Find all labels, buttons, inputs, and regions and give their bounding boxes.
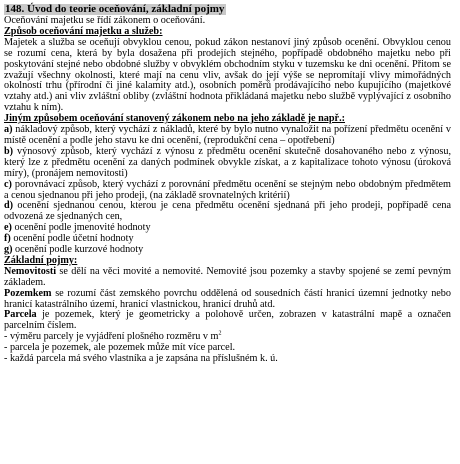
term-name: Nemovitosti — [4, 265, 57, 277]
item-text: ocenění sjednanou cenou, kterou je cena předmětu ocenění sjednaná při jeho prodeji, popřípadě cena odvozená ze sjednaných cen, — [4, 200, 451, 223]
item-letter: g) — [4, 244, 13, 256]
intro-text: Oceňování majetku se řídí zákonem o oceňování. — [4, 15, 206, 26]
method-item — [4, 180, 451, 202]
term-definition — [4, 310, 451, 332]
term-text: je pozemek, který je geometricky a polohově určen, zobrazen v katastrální mapě a označen parcelním číslem. — [4, 309, 451, 332]
method-item — [4, 125, 451, 147]
method-item — [4, 147, 451, 180]
item-letter: b) — [4, 145, 14, 157]
section-heading-basic-terms: Základní pojmy: — [4, 254, 78, 266]
bullet-text: - každá parcela má svého vlastníka a je zapsána na příslušném k. ú. — [4, 353, 278, 365]
term-definition — [4, 267, 451, 289]
item-text: ocenění podle kurzové hodnoty — [12, 244, 144, 256]
term-text: se rozumí část zemského povrchu oddělená od sousedních částí hranicí územní jednotky nebo hranicí katastrálního území, hranicí vlastnickou, hranicí druhů atd. — [4, 287, 451, 310]
term-name: Parcela — [4, 309, 37, 321]
item-text: ocenění podle účetní hodnoty — [10, 233, 134, 245]
item-letter: c) — [4, 178, 12, 190]
document-title: 148. Úvod do teorie oceňování, základní pojmy — [5, 3, 225, 15]
method-item — [4, 201, 451, 223]
item-text: výnosový způsob, který vychází z výnosu z předmětu ocenění skutečně dosahovaného nebo z výnosu, který lze z předmětu ocenění za daných podmínek obvykle získat, a z kapitalizace tohoto výnosu (úroková míry), (pronájem nemovitosti) — [4, 145, 451, 179]
bullet-text: - výměru parcely je vyjádření plošného rozměru v m — [4, 331, 219, 343]
bullet-text: - parcela je pozemek, ale pozemek může mít více parcel. — [4, 342, 236, 354]
term-name: Pozemkem — [4, 287, 52, 299]
item-text: ocenění podle jmenovité hodnoty — [11, 222, 151, 234]
term-definition — [4, 289, 451, 311]
item-letter: a) — [4, 124, 13, 136]
section-heading-valuation-method: Způsob oceňování majetku a služeb: — [4, 25, 163, 37]
superscript: 2 — [218, 330, 222, 337]
bullet-line — [4, 354, 451, 365]
item-letter: f) — [4, 233, 11, 245]
term-text: se dělí na věci movité a nemovité. Nemovité jsou pozemky a stavby spojené se zemí pevným základem. — [4, 265, 451, 288]
document-page — [4, 4, 451, 365]
item-letter: d) — [4, 200, 14, 212]
item-letter: e) — [4, 222, 12, 234]
section-heading-other-methods: Jiným způsobem oceňování stanovený zákonem nebo na jeho základě je např.: — [4, 113, 346, 125]
item-text: porovnávací způsob, který vychází z porovnání předmětu ocenění se stejným nebo obdobným předmětem a cenou sjednanou při jeho prodeji, (na základě srovnatelných kritérií) — [4, 178, 451, 201]
item-text: nákladový způsob, který vychází z nákladů, které by bylo nutno vynaložit na pořízení předmětu ocenění v místě ocenění a podle jeho stavu ke dni ocenění, (reprodukční cena – opotřebení) — [4, 124, 451, 146]
valuation-paragraph: Majetek a služba se oceňují obvyklou cenou, pokud zákon nestanoví jiný způsob ocenění. Obvyklou cenou se rozumí cena, která by byla dosažena při prodejích stejného, popřípadě obdobného majetku nebo při poskytování stejné nebo obdobné služby v obvyklém obchodním styku v tuzemsku ke dni ocenění. Přitom se zvažují všechny okolnosti, které mají na cenu vliv, avšak do její výše se nepromítají vlivy mimořádných okolností trhu (přírodní či jiné kalamity atd.), osobních poměrů prodávajícího nebo kupujícího (majetkové vztahy atd.) ani vliv zvláštní obliby (zvláštní hodnota přikládaná majetku nebo službě vyplývající z osobního vztahu k ním). — [4, 36, 451, 114]
